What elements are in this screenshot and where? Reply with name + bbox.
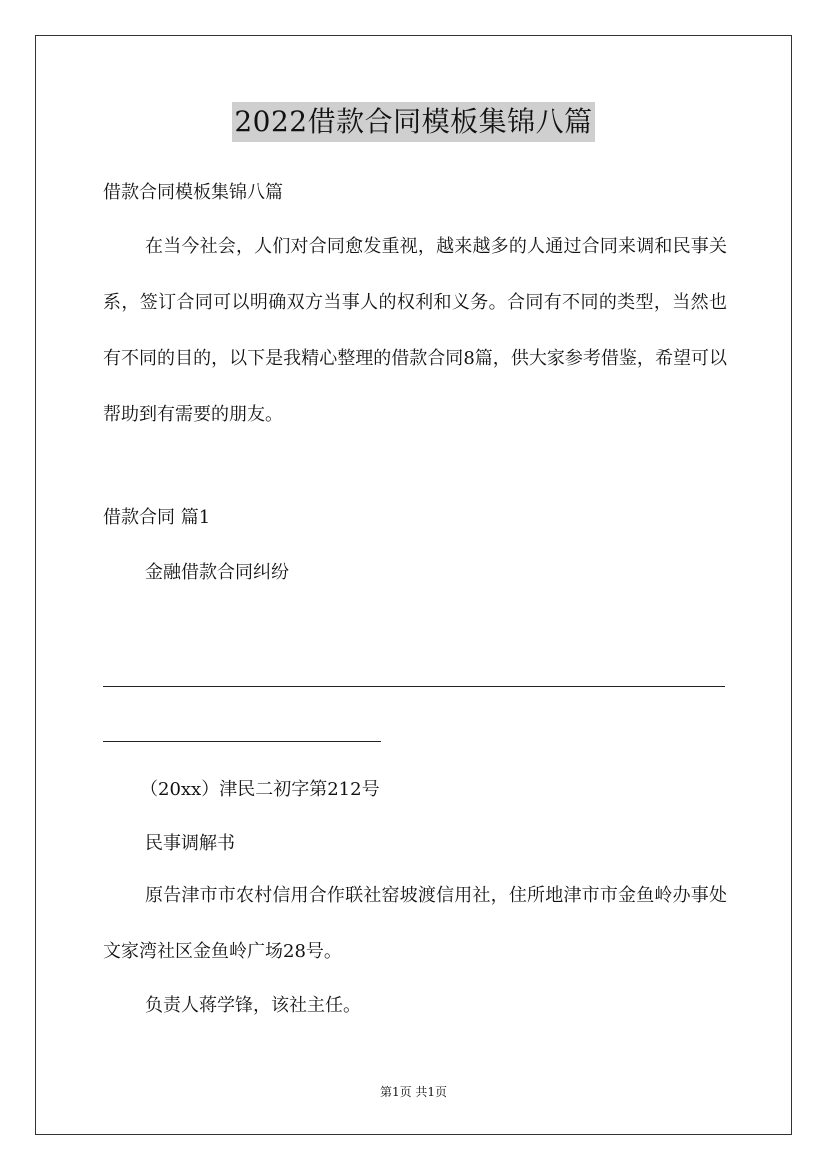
section-subheading: 金融借款合同纠纷 — [145, 562, 289, 583]
case-number: （20xx）津民二初字第212号 — [140, 779, 380, 800]
document-type: 民事调解书 — [145, 833, 235, 854]
section-heading: 借款合同 篇1 — [103, 507, 211, 528]
document-subtitle: 借款合同模板集锦八篇 — [103, 182, 283, 203]
intro-paragraph: 在当今社会，人们对合同愈发重视，越来越多的人通过合同来调和民事关系，签订合同可以明确双方当事人的权利和义务。合同有不同的类型，当然也有不同的目的，以下是我精心整理的借款合同8篇，供大家参考借鉴，希望可以帮助到有需要的朋友。 — [103, 236, 727, 425]
plaintiff-paragraph: 原告津市市农村信用合作联社窑坡渡信用社，住所地津市市金鱼岭办事处文家湾社区金鱼岭广场28号。 — [103, 885, 727, 962]
title-container — [0, 102, 827, 142]
document-title: 2022借款合同模板集锦八篇 — [232, 102, 594, 142]
blank-line-long — [103, 686, 725, 687]
responsible-person: 负责人蒋学锋，该社主任。 — [145, 995, 361, 1016]
blank-line-short — [103, 741, 381, 742]
page-footer: 第1页 共1页 — [379, 1085, 448, 1099]
